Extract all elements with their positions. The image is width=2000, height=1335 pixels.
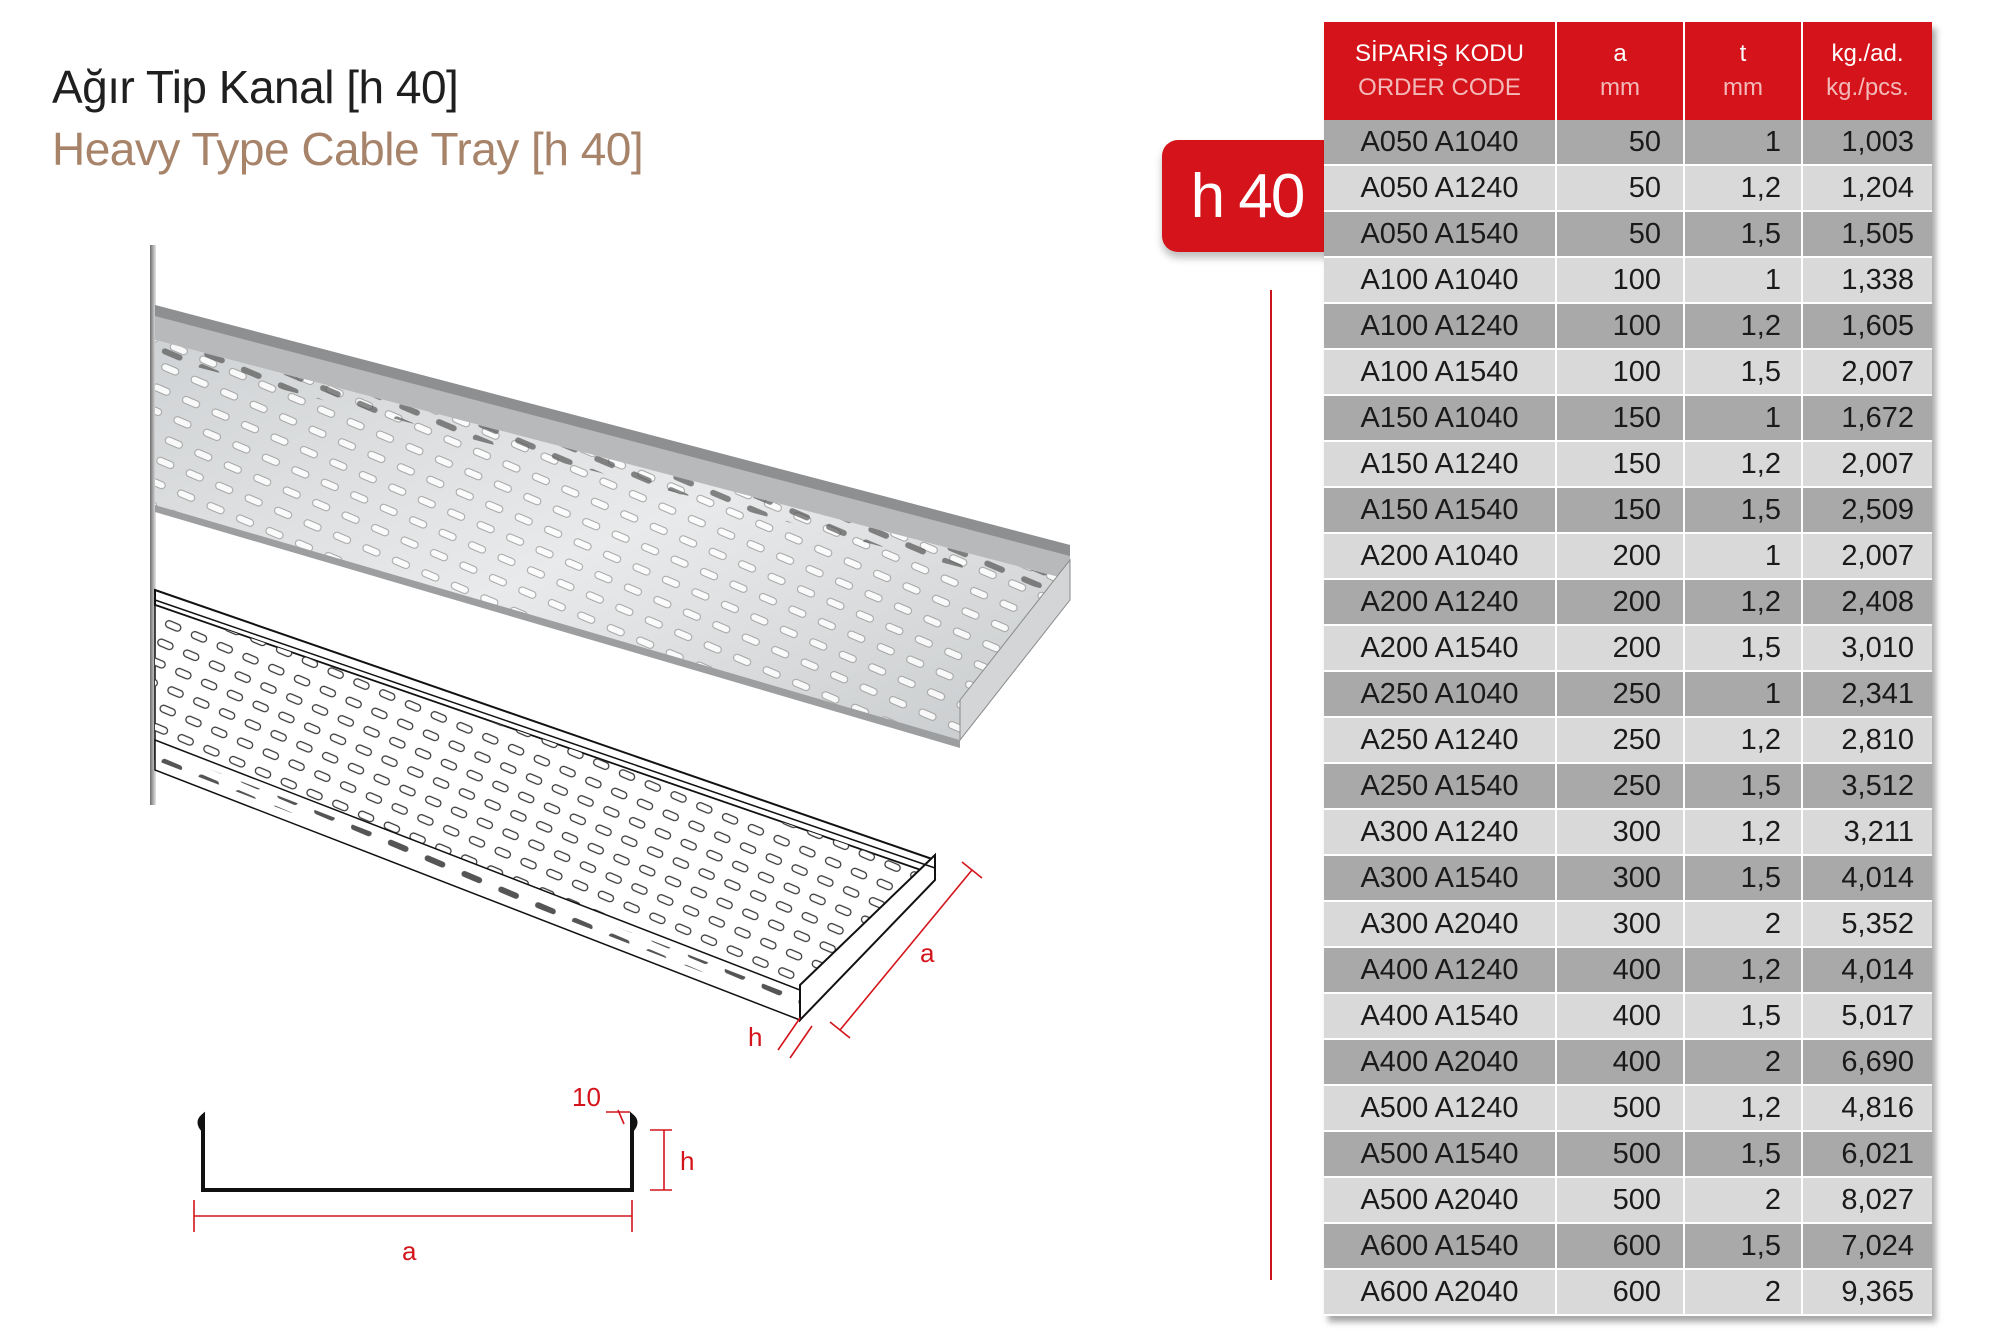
cell-width-a: 500 <box>1556 1131 1684 1177</box>
cell-width-a: 200 <box>1556 533 1684 579</box>
cell-weight: 1,672 <box>1802 395 1932 441</box>
table-row <box>1324 1177 1932 1223</box>
spec-table <box>1324 22 1932 1316</box>
cell-width-a: 100 <box>1556 257 1684 303</box>
cell-weight: 1,003 <box>1802 120 1932 165</box>
header-sub: kg./pcs. <box>1826 74 1909 101</box>
header-main: kg./ad. <box>1831 40 1904 67</box>
cell-width-a: 250 <box>1556 671 1684 717</box>
table-row <box>1324 625 1932 671</box>
section-dimensions <box>194 1110 672 1232</box>
cell-thickness-t: 2 <box>1684 1039 1802 1085</box>
cell-width-a: 600 <box>1556 1223 1684 1269</box>
table-row <box>1324 809 1932 855</box>
cell-weight: 3,010 <box>1802 625 1932 671</box>
cell-thickness-t: 2 <box>1684 1269 1802 1315</box>
cell-width-a: 300 <box>1556 855 1684 901</box>
cell-order-code: A150 A1540 <box>1324 487 1556 533</box>
cell-order-code: A250 A1240 <box>1324 717 1556 763</box>
label-h-section: h <box>680 1146 695 1176</box>
cell-thickness-t: 1 <box>1684 257 1802 303</box>
label-a-section: a <box>402 1236 417 1266</box>
cell-weight: 2,007 <box>1802 349 1932 395</box>
cell-thickness-t: 1,2 <box>1684 947 1802 993</box>
header-t <box>1684 22 1802 120</box>
cell-thickness-t: 1 <box>1684 395 1802 441</box>
cell-weight: 1,204 <box>1802 165 1932 211</box>
table-row <box>1324 1269 1932 1315</box>
cell-thickness-t: 2 <box>1684 901 1802 947</box>
cell-order-code: A400 A1540 <box>1324 993 1556 1039</box>
table-row <box>1324 441 1932 487</box>
cell-width-a: 150 <box>1556 487 1684 533</box>
table-header-row <box>1324 22 1932 120</box>
cell-order-code: A200 A1540 <box>1324 625 1556 671</box>
cell-order-code: A150 A1240 <box>1324 441 1556 487</box>
cell-thickness-t: 1,2 <box>1684 441 1802 487</box>
cell-thickness-t: 1,5 <box>1684 487 1802 533</box>
cell-width-a: 400 <box>1556 1039 1684 1085</box>
cell-thickness-t: 1 <box>1684 533 1802 579</box>
table-row <box>1324 349 1932 395</box>
cell-weight: 4,816 <box>1802 1085 1932 1131</box>
cell-weight: 2,007 <box>1802 533 1932 579</box>
cell-thickness-t: 1,2 <box>1684 165 1802 211</box>
spec-table-body <box>1324 120 1932 1315</box>
table-row <box>1324 717 1932 763</box>
header-sub: ORDER CODE <box>1358 74 1521 101</box>
cell-weight: 8,027 <box>1802 1177 1932 1223</box>
cell-weight: 7,024 <box>1802 1223 1932 1269</box>
cell-order-code: A300 A2040 <box>1324 901 1556 947</box>
cell-thickness-t: 1 <box>1684 120 1802 165</box>
cell-width-a: 500 <box>1556 1177 1684 1223</box>
cell-weight: 2,509 <box>1802 487 1932 533</box>
header-main: a <box>1613 40 1627 67</box>
cell-width-a: 200 <box>1556 579 1684 625</box>
table-row <box>1324 901 1932 947</box>
header-main: t <box>1739 40 1747 67</box>
cell-thickness-t: 1,5 <box>1684 1131 1802 1177</box>
cell-order-code: A600 A2040 <box>1324 1269 1556 1315</box>
cell-weight: 5,017 <box>1802 993 1932 1039</box>
spec-table-container <box>1324 22 1932 1316</box>
table-row <box>1324 1085 1932 1131</box>
header-order-code <box>1324 22 1556 120</box>
cell-weight: 4,014 <box>1802 855 1932 901</box>
table-row <box>1324 947 1932 993</box>
cell-width-a: 250 <box>1556 763 1684 809</box>
cell-weight: 4,014 <box>1802 947 1932 993</box>
cell-width-a: 50 <box>1556 120 1684 165</box>
cell-width-a: 600 <box>1556 1269 1684 1315</box>
cell-weight: 2,810 <box>1802 717 1932 763</box>
cell-width-a: 400 <box>1556 947 1684 993</box>
cell-width-a: 400 <box>1556 993 1684 1039</box>
cell-width-a: 300 <box>1556 901 1684 947</box>
cell-thickness-t: 1,5 <box>1684 349 1802 395</box>
cell-width-a: 500 <box>1556 1085 1684 1131</box>
cell-width-a: 100 <box>1556 303 1684 349</box>
label-a-iso: a <box>920 938 935 968</box>
cell-weight: 2,408 <box>1802 579 1932 625</box>
cell-order-code: A250 A1040 <box>1324 671 1556 717</box>
cell-weight: 6,021 <box>1802 1131 1932 1177</box>
cell-width-a: 150 <box>1556 441 1684 487</box>
cell-order-code: A500 A1540 <box>1324 1131 1556 1177</box>
cell-order-code: A400 A2040 <box>1324 1039 1556 1085</box>
red-divider-line <box>1270 290 1272 1280</box>
cell-order-code: A500 A1240 <box>1324 1085 1556 1131</box>
header-main: SİPARİŞ KODU <box>1355 40 1524 67</box>
cell-weight: 2,007 <box>1802 441 1932 487</box>
cell-weight: 1,605 <box>1802 303 1932 349</box>
cell-order-code: A300 A1540 <box>1324 855 1556 901</box>
cross-section <box>200 1116 636 1190</box>
cell-thickness-t: 1,2 <box>1684 579 1802 625</box>
table-row <box>1324 120 1932 165</box>
table-row <box>1324 211 1932 257</box>
height-badge: h 40 <box>1162 140 1332 252</box>
cell-order-code: A300 A1240 <box>1324 809 1556 855</box>
cell-thickness-t: 2 <box>1684 1177 1802 1223</box>
cell-thickness-t: 1,2 <box>1684 303 1802 349</box>
cell-order-code: A100 A1040 <box>1324 257 1556 303</box>
header-sub: mm <box>1600 74 1640 101</box>
cell-thickness-t: 1 <box>1684 671 1802 717</box>
cell-width-a: 250 <box>1556 717 1684 763</box>
cell-order-code: A150 A1040 <box>1324 395 1556 441</box>
cell-order-code: A050 A1240 <box>1324 165 1556 211</box>
cell-order-code: A400 A1240 <box>1324 947 1556 993</box>
cell-width-a: 200 <box>1556 625 1684 671</box>
cell-order-code: A050 A1040 <box>1324 120 1556 165</box>
cell-weight: 3,512 <box>1802 763 1932 809</box>
header-a <box>1556 22 1684 120</box>
cell-thickness-t: 1,2 <box>1684 1085 1802 1131</box>
table-row <box>1324 1039 1932 1085</box>
cell-order-code: A100 A1540 <box>1324 349 1556 395</box>
cell-width-a: 150 <box>1556 395 1684 441</box>
cell-weight: 5,352 <box>1802 901 1932 947</box>
cell-order-code: A600 A1540 <box>1324 1223 1556 1269</box>
cell-thickness-t: 1,5 <box>1684 625 1802 671</box>
cell-weight: 3,211 <box>1802 809 1932 855</box>
cell-weight: 2,341 <box>1802 671 1932 717</box>
table-row <box>1324 395 1932 441</box>
cell-weight: 1,338 <box>1802 257 1932 303</box>
header-weight <box>1802 22 1932 120</box>
table-row <box>1324 303 1932 349</box>
table-row <box>1324 165 1932 211</box>
table-row <box>1324 671 1932 717</box>
cell-width-a: 100 <box>1556 349 1684 395</box>
label-h-iso: h <box>748 1022 763 1052</box>
cell-weight: 6,690 <box>1802 1039 1932 1085</box>
table-row <box>1324 993 1932 1039</box>
cell-weight: 1,505 <box>1802 211 1932 257</box>
cell-thickness-t: 1,5 <box>1684 211 1802 257</box>
cell-thickness-t: 1,5 <box>1684 993 1802 1039</box>
table-row <box>1324 487 1932 533</box>
cell-thickness-t: 1,5 <box>1684 855 1802 901</box>
label-lip-10: 10 <box>572 1082 601 1112</box>
table-row <box>1324 533 1932 579</box>
cell-width-a: 50 <box>1556 211 1684 257</box>
cell-width-a: 300 <box>1556 809 1684 855</box>
cell-order-code: A200 A1240 <box>1324 579 1556 625</box>
cell-order-code: A200 A1040 <box>1324 533 1556 579</box>
cell-order-code: A250 A1540 <box>1324 763 1556 809</box>
cell-thickness-t: 1,2 <box>1684 717 1802 763</box>
title-english: Heavy Type Cable Tray [h 40] <box>52 123 644 175</box>
cell-thickness-t: 1,5 <box>1684 1223 1802 1269</box>
cell-weight: 9,365 <box>1802 1269 1932 1315</box>
table-row <box>1324 579 1932 625</box>
cell-order-code: A100 A1240 <box>1324 303 1556 349</box>
cell-thickness-t: 1,5 <box>1684 763 1802 809</box>
header-sub: mm <box>1723 74 1763 101</box>
table-row <box>1324 763 1932 809</box>
cell-order-code: A050 A1540 <box>1324 211 1556 257</box>
table-row <box>1324 855 1932 901</box>
title-turkish: Ağır Tip Kanal [h 40] <box>52 61 459 113</box>
table-row <box>1324 1131 1932 1177</box>
cell-order-code: A500 A2040 <box>1324 1177 1556 1223</box>
cell-width-a: 50 <box>1556 165 1684 211</box>
cell-thickness-t: 1,2 <box>1684 809 1802 855</box>
table-row <box>1324 1223 1932 1269</box>
table-row <box>1324 257 1932 303</box>
